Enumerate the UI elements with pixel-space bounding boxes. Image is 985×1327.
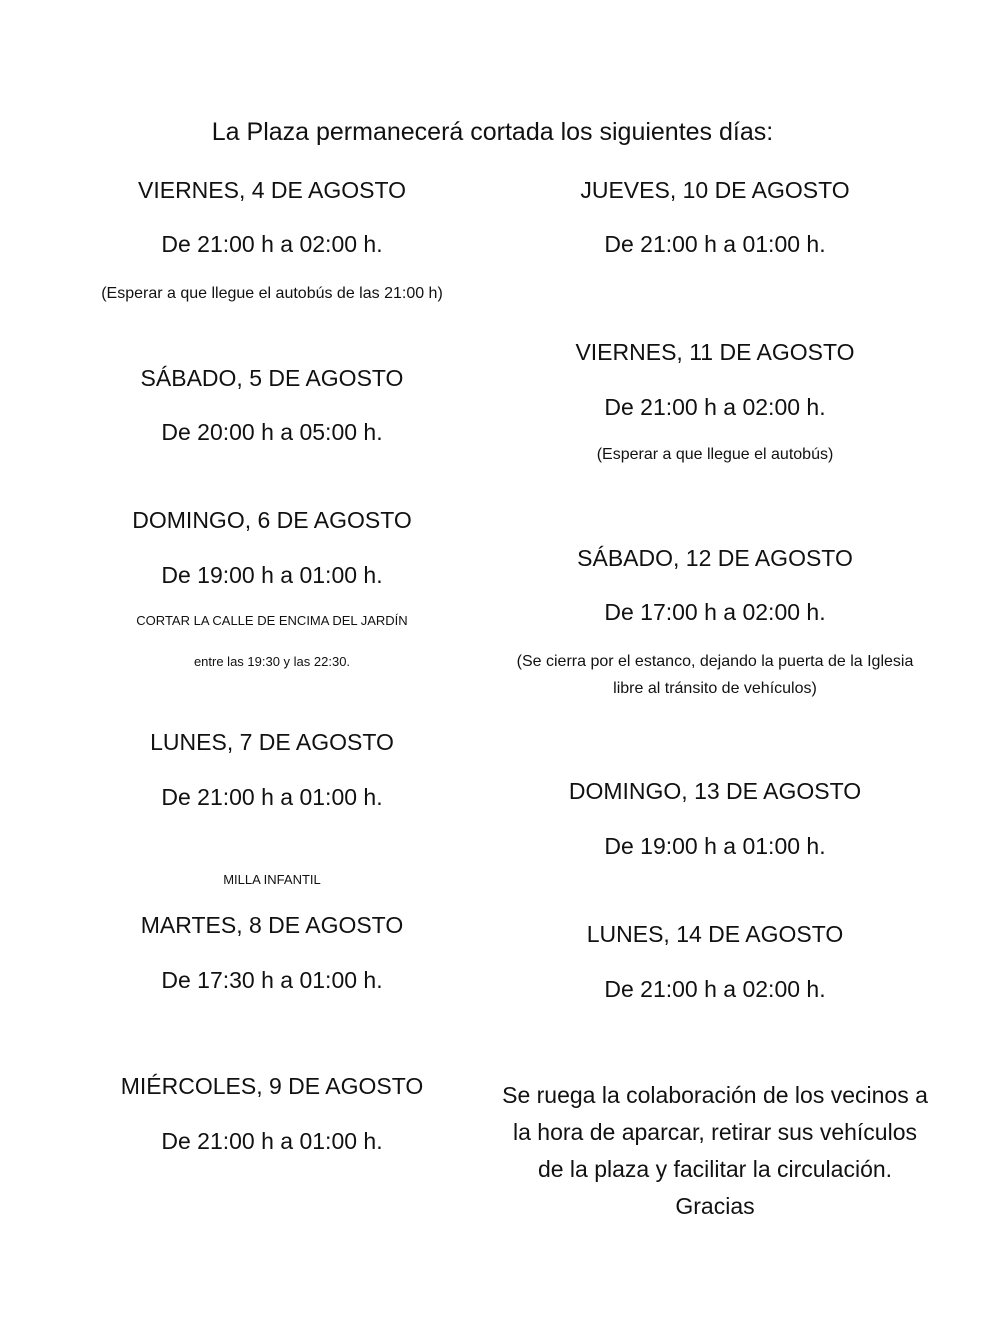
day-note: (Esperar a que llegue el autobús de las 21:00 h) [101,285,443,302]
time-range: De 19:00 h a 01:00 h. [604,833,826,859]
time-range: De 21:00 h a 02:00 h. [604,976,826,1002]
day-heading: JUEVES, 10 DE AGOSTO [580,177,850,203]
day-heading: DOMINGO, 6 DE AGOSTO [132,507,412,533]
page-title: La Plaza permanecerá cortada los siguientes días: [211,118,774,146]
day-heading: SÁBADO, 5 DE AGOSTO [140,365,404,391]
time-range: De 17:30 h a 01:00 h. [161,967,383,993]
day-note: entre las 19:30 y las 22:30. [193,654,351,669]
day-note: (Se cierra por el estanco, dejando la puerta de la Iglesia libre al tránsito de vehículos) [516,653,914,697]
day-note: CORTAR LA CALLE DE ENCIMA DEL JARDÍN [136,613,408,628]
day-heading: LUNES, 7 DE AGOSTO [150,729,394,755]
time-range: De 21:00 h a 01:00 h. [161,1128,383,1154]
time-range: De 19:00 h a 01:00 h. [161,562,383,588]
time-range: De 21:00 h a 01:00 h. [604,231,826,257]
day-heading: DOMINGO, 13 DE AGOSTO [568,778,862,804]
time-range: De 21:00 h a 02:00 h. [161,231,383,257]
time-range: De 21:00 h a 01:00 h. [161,784,383,810]
day-note: MILLA INFANTIL [223,872,321,887]
time-range: De 20:00 h a 05:00 h. [161,419,383,445]
day-heading: VIERNES, 4 DE AGOSTO [138,177,406,203]
day-heading: MIÉRCOLES, 9 DE AGOSTO [120,1073,424,1099]
day-heading: VIERNES, 11 DE AGOSTO [575,339,855,365]
day-note: (Esperar a que llegue el autobús) [596,446,834,463]
day-heading: LUNES, 14 DE AGOSTO [586,921,844,947]
closing-message: Se ruega la colaboración de los vecinos a la hora de aparcar, retirar sus vehículos de la plaza y facilitar la circulación. Gracias [502,1082,928,1219]
time-range: De 21:00 h a 02:00 h. [604,394,826,420]
day-heading: MARTES, 8 DE AGOSTO [140,912,404,938]
day-heading: SÁBADO, 12 DE AGOSTO [577,545,853,571]
time-range: De 17:00 h a 02:00 h. [604,599,826,625]
